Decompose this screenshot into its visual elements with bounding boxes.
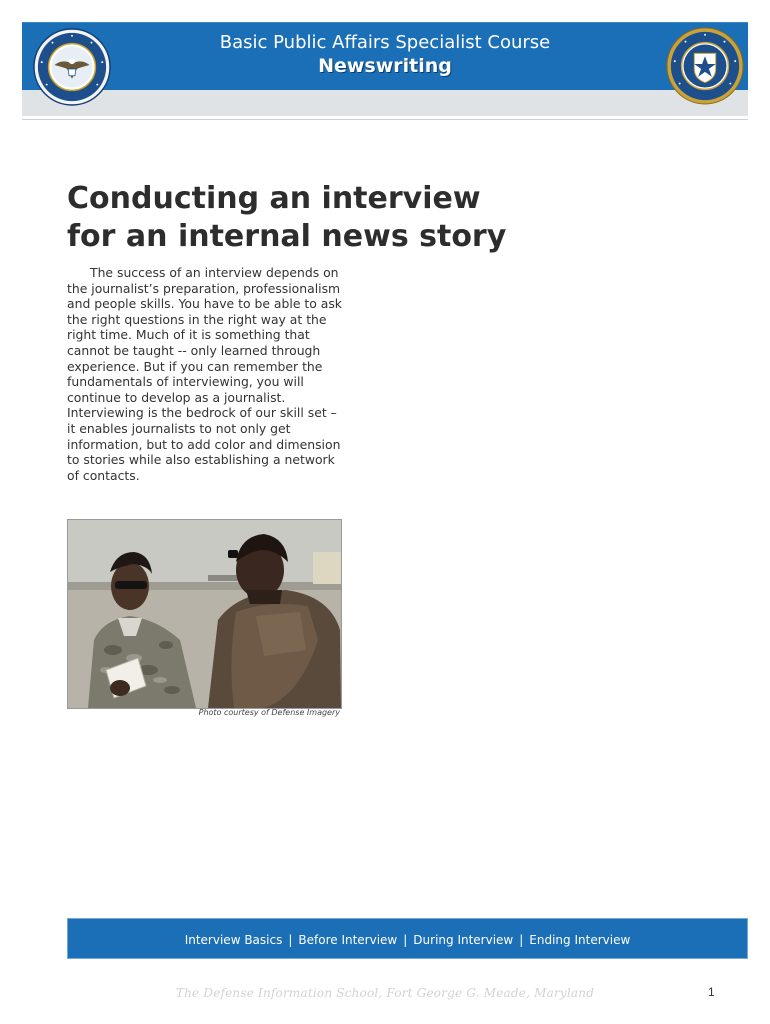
article-title-line-2: for an internal news story: [67, 219, 507, 254]
article-body: The success of an interview depends on the journalist’s preparation, professionalism and people skills. You have to be able to ask the right questions in the right way at the right time. Much of it is something that cannot be taught -- only learned through experience. But if you can remember the fundamentals of interviewing, you will continue to develop as a journalist. Interviewing is the bedrock of our skill set – it enables journalists to not only get information, but to add color and dimension to stories while also establishing a network of contacts.: [67, 265, 342, 483]
nav-link-ending-interview[interactable]: Ending Interview: [529, 933, 631, 947]
photo-caption: Photo courtesy of Defense Imagery: [198, 708, 340, 717]
nav-link-during-interview[interactable]: During Interview: [413, 933, 514, 947]
course-title: Basic Public Affairs Specialist Course: [219, 32, 551, 53]
subject-title: Newswriting: [318, 55, 452, 77]
nav-separator: |: [403, 933, 408, 947]
article-title-line-1: Conducting an interview: [67, 181, 481, 216]
dod-seal-icon: [33, 28, 111, 106]
header-divider: [22, 119, 748, 120]
nav-separator: |: [519, 933, 524, 947]
footer-watermark: The Defense Information School, Fort George G. Meade, Maryland: [175, 986, 595, 1000]
header-shadow-band: [22, 90, 748, 116]
article-title: [67, 180, 587, 256]
nav-link-before-interview[interactable]: Before Interview: [298, 933, 398, 947]
section-nav: [67, 933, 748, 947]
nav-link-interview-basics[interactable]: Interview Basics: [184, 933, 283, 947]
nav-separator: |: [288, 933, 293, 947]
interview-photo: [67, 519, 342, 709]
page-number: 1: [708, 985, 715, 999]
dinfos-seal-icon: [666, 27, 744, 105]
